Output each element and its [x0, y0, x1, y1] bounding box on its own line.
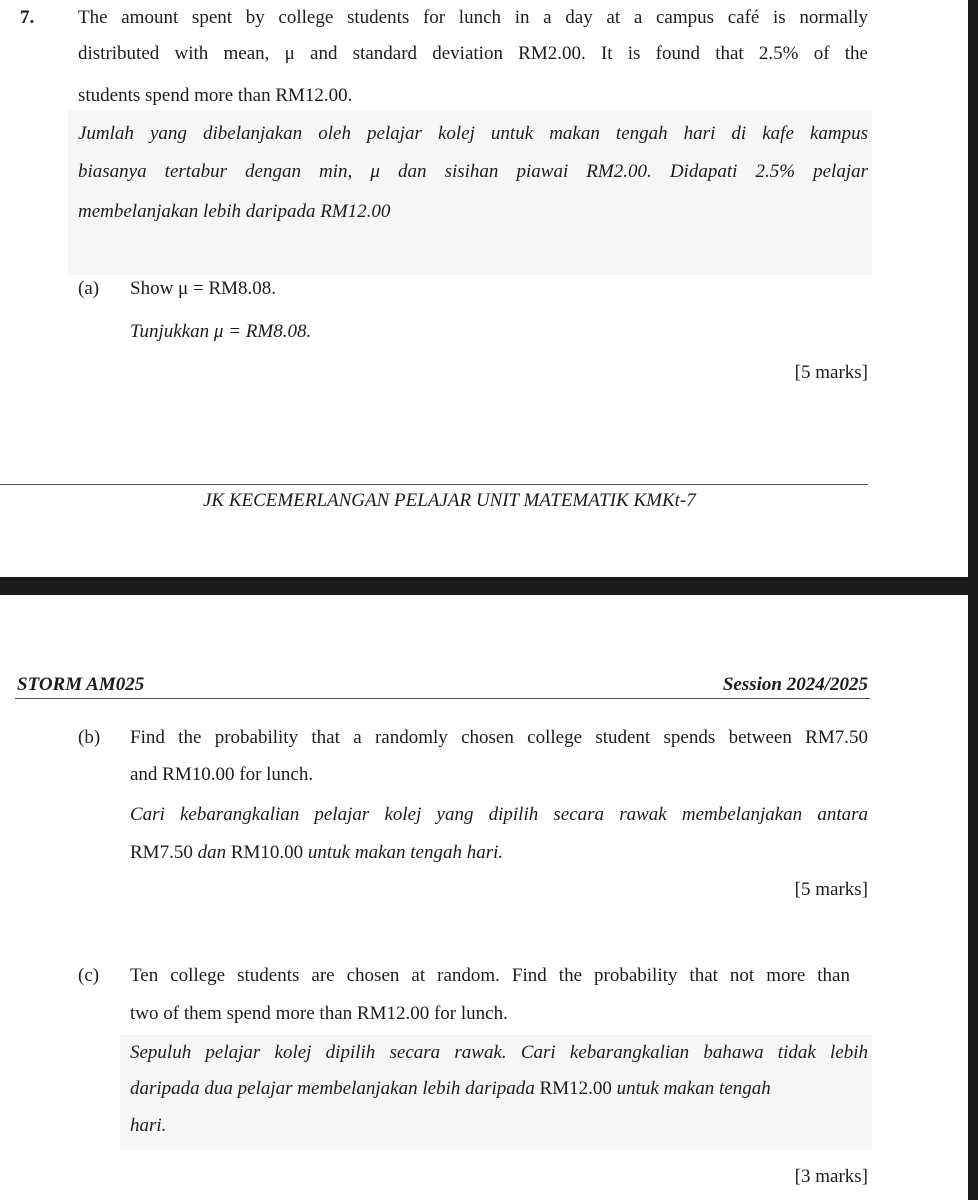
part-c-en-line-2: two of them spend more than RM12.00 for lunch. [130, 1003, 508, 1024]
part-a-marks: [5 marks] [794, 362, 868, 383]
question-en-line-3: students spend more than RM12.00. [78, 85, 353, 106]
part-c-ms-word-1: daripada dua pelajar membelanjakan lebih daripada [130, 1078, 540, 1099]
question-ms-line-2: biasanya tertabur dengan min, μ dan sisihan piawai RM2.00. Didapati 2.5% pelajar [78, 161, 868, 182]
question-en-line-2: distributed with mean, μ and standard deviation RM2.00. It is found that 2.5% of the [78, 43, 868, 64]
part-b-en-line-2: and RM10.00 for lunch. [130, 764, 314, 785]
part-c-ms-line-1: Sepuluh pelajar kolej dipilih secara rawak. Cari kebarangkalian bahawa tidak lebih [130, 1042, 868, 1063]
question-ms-line-1: Jumlah yang dibelanjakan oleh pelajar kolej untuk makan tengah hari di kafe kampus [78, 123, 868, 144]
part-a-ms: Tunjukkan μ = RM8.08. [130, 321, 312, 342]
page-separator-edge-lower [968, 595, 978, 1200]
part-a-label: (a) [78, 278, 100, 299]
part-b-ms-word-2: untuk makan tengah hari. [303, 842, 504, 863]
part-b-ms-line-1: Cari kebarangkalian pelajar kolej yang dipilih secara rawak membelanjakan antara [130, 804, 868, 825]
part-c-marks: [3 marks] [794, 1166, 868, 1187]
part-c-ms-value-1: RM12.00 [539, 1078, 612, 1099]
part-c-en-line-1: Ten college students are chosen at random. Find the probability that not more than [130, 965, 850, 986]
page-separator-edge [968, 0, 978, 578]
question-ms-line-3: membelanjakan lebih daripada RM12.00 [78, 201, 391, 222]
part-b-ms-line-2 [130, 842, 503, 864]
part-a-en: Show μ = RM8.08. [130, 278, 277, 299]
part-c-ms-word-2: untuk makan tengah [611, 1078, 771, 1099]
part-c-ms-line-2 [130, 1078, 771, 1100]
header-session: Session 2024/2025 [722, 674, 868, 695]
part-b-ms-value-2: RM10.00 [230, 842, 304, 863]
part-c-label: (c) [78, 965, 100, 986]
header-rule [15, 698, 870, 699]
part-c-ms-line-3: hari. [130, 1115, 167, 1136]
part-b-marks: [5 marks] [794, 879, 868, 900]
part-b-ms-word-1: dan [192, 842, 231, 863]
question-en-line-1: The amount spent by college students for lunch in a day at a campus café is normally [78, 7, 868, 28]
part-b-ms-value-1: RM7.50 [130, 842, 193, 863]
question-number: 7. [20, 7, 35, 28]
page-footer: JK KECEMERLANGAN PELAJAR UNIT MATEMATIK KMKt-7 [203, 490, 696, 511]
header-course-code: STORM AM025 [17, 674, 145, 695]
part-b-label: (b) [78, 727, 101, 748]
page-separator [0, 577, 978, 595]
part-b-en-line-1: Find the probability that a randomly chosen college student spends between RM7.50 [130, 727, 868, 748]
footer-rule [0, 484, 868, 485]
